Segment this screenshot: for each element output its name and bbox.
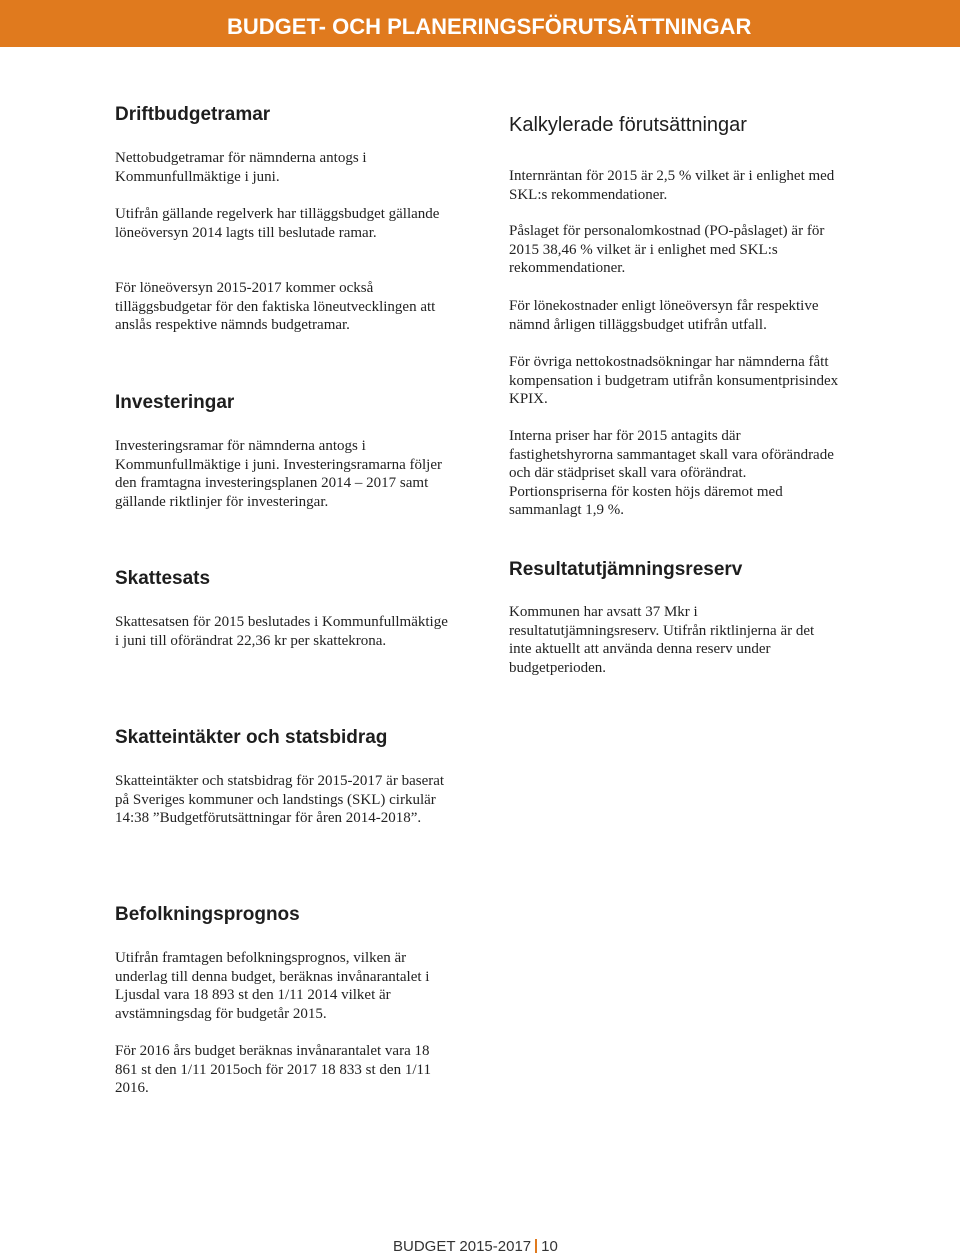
page-footer	[393, 1238, 558, 1255]
heading-skatteintakter: Skatteintäkter och statsbidrag	[115, 727, 388, 748]
befolkning-paragraph-2: För 2016 års budget beräknas invånarantalet vara 18 861 st den 1/11 2015och för 2017 18 833 st den 1/11 2016.	[115, 1043, 431, 1096]
skattesats-paragraph: Skattesatsen för 2015 beslutades i Kommunfullmäktige i juni till oförändrat 22,36 kr per skattekrona.	[115, 614, 448, 649]
heading-investeringar: Investeringar	[115, 392, 235, 413]
investeringar-paragraph: Investeringsramar för nämnderna antogs i Kommunfullmäktige i juni. Investeringsramarna följer den framtagna investeringsplanen 2014 – 2017 samt gällande riktlinjer för investeringar.	[115, 438, 442, 510]
resultat-paragraph: Kommunen har avsatt 37 Mkr i resultatutjämningsreserv. Utifrån riktlinjerna är det inte aktuellt att använda denna reserv under budgetperioden.	[509, 604, 815, 676]
kalkylerade-paragraph-1: Internräntan för 2015 är 2,5 % vilket är i enlighet med SKL:s rekommendationer.	[509, 168, 835, 203]
heading-resultatutjamningsreserv: Resultatutjämningsreserv	[509, 559, 743, 580]
befolkning-paragraph-1: Utifrån framtagen befolkningsprognos, vilken är underlag till denna budget, beräknas invånarantalet i Ljusdal vara 18 893 st den 1/11 2014 vilket är avstämningsdag för budgetår 2015.	[115, 950, 430, 1022]
kalkylerade-paragraph-4: För övriga nettokostnadsökningar har nämnderna fått kompensation i budgetram utifrån konsumentprisindex KPIX.	[509, 354, 839, 407]
heading-skattesats: Skattesats	[115, 568, 211, 589]
skatteintakter-paragraph: Skatteintäkter och statsbidrag för 2015-2017 är baserat på Sveriges kommuner och landstings (SKL) cirkulär 14:38 ”Budgetförutsättningar för åren 2014-2018”.	[115, 773, 445, 826]
kalkylerade-paragraph-2: Påslaget för personalomkostnad (PO-påslaget) är för 2015 38,46 % vilket är i enlighet med SKL:s rekommendationer.	[509, 223, 825, 276]
kalkylerade-paragraph-3: För lönekostnader enligt löneöversyn får respektive nämnd årligen tilläggsbudget utifrån utfall.	[509, 298, 819, 333]
kalkylerade-paragraph-5: Interna priser har för 2015 antagits där fastighetshyrorna sammantaget skall vara oförändrade och där städpriset skall vara oförändrat. Portionspriserna för kosten höjs däremot med sammanlagt 1,9 %.	[509, 428, 834, 518]
heading-befolkningsprognos: Befolkningsprognos	[115, 904, 300, 925]
page-title: BUDGET- OCH PLANERINGSFÖRUTSÄTTNINGAR	[227, 14, 752, 39]
footer-title: BUDGET 2015-2017	[393, 1238, 532, 1255]
heading-kalkylerade: Kalkylerade förutsättningar	[509, 114, 747, 136]
header-banner	[0, 0, 960, 47]
driftbudget-paragraph-2: Utifrån gällande regelverk har tilläggsbudget gällande löneöversyn 2014 lagts till beslutade ramar.	[115, 206, 440, 241]
heading-driftbudgetramar: Driftbudgetramar	[115, 104, 271, 125]
footer-separator	[535, 1239, 537, 1253]
driftbudget-paragraph-1: Nettobudgetramar för nämnderna antogs i Kommunfullmäktige i juni.	[115, 150, 367, 185]
driftbudget-paragraph-3: För löneöversyn 2015-2017 kommer också tilläggsbudgetar för den faktiska löneutvecklingen att anslås respektive nämnds budgetramar.	[115, 280, 436, 333]
page-number: 10	[541, 1238, 558, 1255]
